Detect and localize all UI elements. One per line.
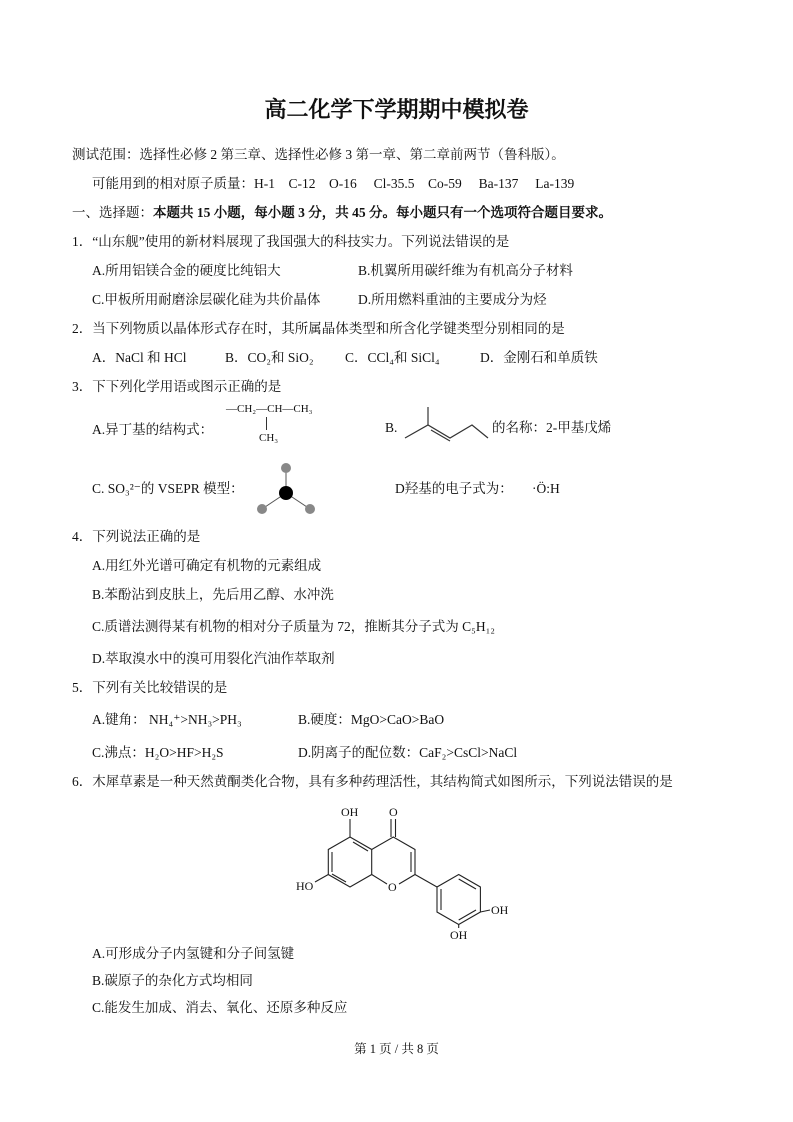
q2-option-a: A．NaCl 和 HCl xyxy=(92,350,187,365)
q1-option-d: D.所用燃料重油的主要成分为烃 xyxy=(358,292,547,307)
q3-option-a: A.异丁基的结构式： xyxy=(92,422,214,437)
q1-option-c: C.甲板所用耐磨涂层碳化硅为共价晶体 xyxy=(92,292,321,307)
label-ho-7: HO xyxy=(296,879,314,893)
atomic-masses: 可能用到的相对原子质量：H-1 C-12 O-16 Cl-35.5 Co-59 Ba-137 La-139 xyxy=(92,176,575,191)
q2-option-d: D．金刚石和单质铁 xyxy=(480,350,598,365)
q5-stem: 5．下列有关比较错误的是 xyxy=(72,680,228,695)
label-o-1: O xyxy=(388,880,397,894)
hydroxyl-electron-formula: ·Ö:H xyxy=(532,481,560,496)
q6-option-a: A.可形成分子内氢键和分子间氢键 xyxy=(92,946,295,961)
q3-option-b: B. xyxy=(385,420,398,435)
test-scope: 测试范围：选择性必修 2 第三章、选择性必修 3 第一章、第二章前两节（鲁科版）。 xyxy=(72,147,565,162)
q3-option-b-name: 的名称：2-甲基戊烯 xyxy=(492,420,612,435)
label-oh-4prime: OH xyxy=(491,903,509,917)
q2-option-c: C．CCl₄和 SiCl₄ xyxy=(345,350,440,365)
q4-option-d: D.萃取溴水中的溴可用裂化汽油作萃取剂 xyxy=(92,651,335,666)
q2-option-b: B．CO₂和 SiO₂ xyxy=(225,350,314,365)
label-oh-3prime: OH xyxy=(450,928,468,942)
q5-option-c: C.沸点：H₂O>HF>H₂S xyxy=(92,745,224,760)
q5-option-d: D.阴离子的配位数：CaF₂>CsCl>NaCl xyxy=(298,745,518,760)
q1-option-a: A.所用铝镁合金的硬度比纯铝大 xyxy=(92,263,281,278)
q6-option-c: C.能发生加成、消去、氧化、还原多种反应 xyxy=(92,1000,348,1015)
q5-option-a: A.键角： NH₄⁺>NH₃>PH₃ xyxy=(92,712,242,727)
section-text: 本题共 15 小题，每小题 3 分，共 45 分。每小题只有一个选项符合题目要求。 xyxy=(153,205,612,220)
q5-option-b: B.硬度：MgO>CaO>BaO xyxy=(298,712,445,727)
label-o-4: O xyxy=(389,805,398,819)
q3-stem: 3．下下列化学用语或图示正确的是 xyxy=(72,379,282,394)
q4-option-a: A.用红外光谱可确定有机物的元素组成 xyxy=(92,558,322,573)
q3-option-d: D羟基的电子式为： xyxy=(395,481,513,496)
q3-option-c: C. SO₃²⁻的 VSEPR 模型： xyxy=(92,481,244,496)
q4-stem: 4．下列说法正确的是 xyxy=(72,529,201,544)
q4-option-c: C.质谱法测得某有机物的相对分子质量为 72，推断其分子式为 C₅H₁₂ xyxy=(92,619,496,634)
q6-option-b: B.碳原子的杂化方式均相同 xyxy=(92,973,253,988)
page-title: 高二化学下学期期中模拟卷 xyxy=(264,97,529,122)
section-prefix: 一、选择题： xyxy=(72,205,153,220)
isobutyl-formula-bottom: CH₃ xyxy=(259,432,279,444)
q6-stem: 6．木犀草素是一种天然黄酮类化合物，具有多种药理活性，其结构简式如图所示，下列说法错误的是 xyxy=(72,774,673,789)
isobutyl-formula-top: —CH₂—CH—CH₃ xyxy=(226,403,313,415)
q4-option-b: B.苯酚沾到皮肤上，先后用乙醇、水冲洗 xyxy=(92,587,334,602)
label-oh-5: OH xyxy=(341,805,359,819)
page-footer: 第 1 页 / 共 8 页 xyxy=(354,1042,439,1056)
q2-stem: 2．当下列物质以晶体形式存在时，其所属晶体类型和所含化学键类型分别相同的是 xyxy=(72,321,565,336)
q1-stem: 1．“山东舰”使用的新材料展现了我国强大的科技实力。下列说法错误的是 xyxy=(72,234,510,249)
q1-option-b: B.机翼所用碳纤维为有机高分子材料 xyxy=(358,263,573,278)
